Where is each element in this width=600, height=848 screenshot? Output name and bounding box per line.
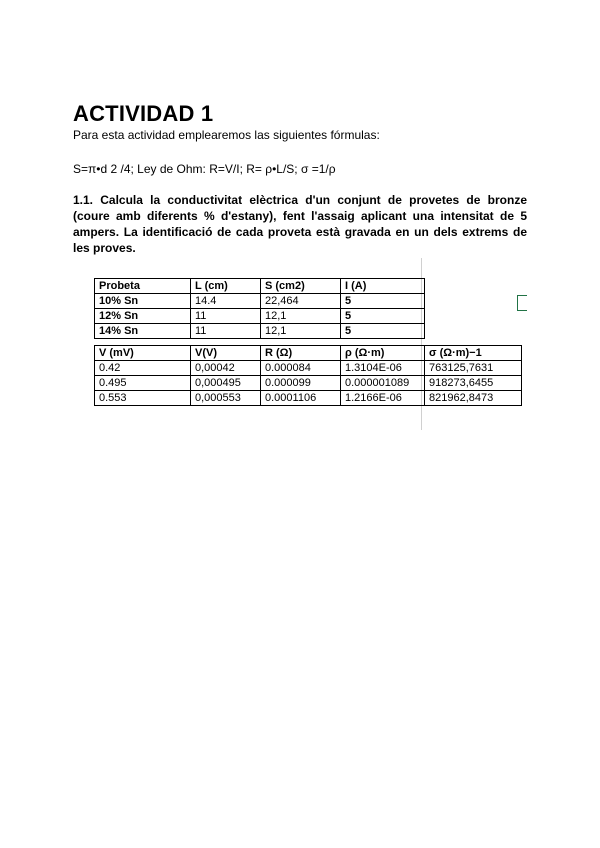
table-cell: 12,1 [261,324,341,339]
table-cell: 5 [341,294,425,309]
table-row [95,309,425,324]
table-cell: 11 [191,324,261,339]
table-cell: 1.2166E-06 [341,391,425,406]
header-cell: Probeta [95,279,191,294]
table-cell: 14.4 [191,294,261,309]
task-text: 1.1. Calcula la conductivitat elèctrica d'un conjunt de provetes de bronze (coure amb diferents % d'estany), fent l'assaig aplicant una intensitat de 5 ampers. La identificació de cada proveta està gravada en un dels extrems de les proves. [73,193,527,255]
table-cell: 12,1 [261,309,341,324]
header-cell: I (A) [341,279,425,294]
table-cell: 0.553 [95,391,191,406]
table-cell: 0.0001106 [261,391,341,406]
table-cell: 0.000084 [261,361,341,376]
table-cell: 0.495 [95,376,191,391]
table-cell: 821962,8473 [425,391,522,406]
table-cell: 10% Sn [95,294,191,309]
header-cell: R (Ω) [261,346,341,361]
header-cell: V(V) [191,346,261,361]
table-cell: 0.000001089 [341,376,425,391]
table-row [95,324,425,339]
table-cell: 5 [341,309,425,324]
results-table [94,345,522,406]
table-row [95,376,522,391]
header-cell: σ (Ω·m)−1 [425,346,522,361]
table-row [95,361,522,376]
header-cell: ρ (Ω·m) [341,346,425,361]
table-header-row [95,346,522,361]
intro-text: Para esta actividad emplearemos las siguientes fórmulas: [73,128,380,142]
specimen-table [94,278,425,339]
table-cell: 763125,7631 [425,361,522,376]
table-cell: 0.42 [95,361,191,376]
table-cell: 12% Sn [95,309,191,324]
table-cell: 14% Sn [95,324,191,339]
formulas-text: S=π•d 2 /4; Ley de Ohm: R=V/I; R= ρ•L/S; σ =1/ρ [73,162,336,176]
table-header-row [95,279,425,294]
table-cell: 1.3104E-06 [341,361,425,376]
table-cell: 22,464 [261,294,341,309]
table-cell: 0.000099 [261,376,341,391]
table-cell: 0,000553 [191,391,261,406]
header-cell: S (cm2) [261,279,341,294]
table-row [95,391,522,406]
table-cell: 11 [191,309,261,324]
cell-selection-marker[interactable] [517,295,527,311]
table-cell: 5 [341,324,425,339]
header-cell: V (mV) [95,346,191,361]
table-row [95,294,425,309]
header-cell: L (cm) [191,279,261,294]
table-cell: 918273,6455 [425,376,522,391]
page-title: ACTIVIDAD 1 [73,101,214,126]
table-cell: 0,000495 [191,376,261,391]
table-cell: 0,00042 [191,361,261,376]
